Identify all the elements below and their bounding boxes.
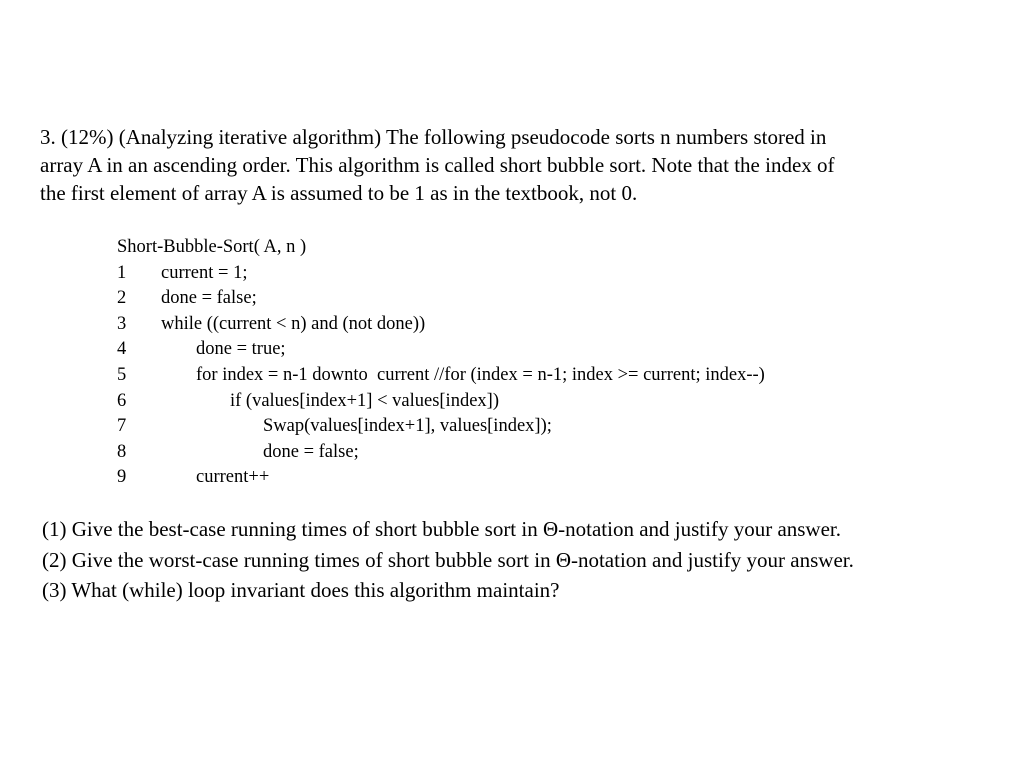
question-2: (2) Give the worst-case running times of short bubble sort in Θ-notation and justify your answer.	[42, 548, 854, 572]
code-line	[117, 414, 552, 440]
pseudocode-block	[117, 235, 765, 491]
code-line	[117, 286, 306, 312]
line-number: 7	[117, 416, 127, 437]
code-text: current = 1;	[161, 262, 248, 283]
problem-line: array A in an ascending order. This algorithm is called short bubble sort. Note that the index of	[40, 153, 835, 177]
code-text: current++	[196, 467, 270, 488]
line-number: 1	[117, 262, 127, 283]
code-line	[117, 363, 765, 389]
code-text: done = true;	[196, 339, 286, 360]
code-text: Swap(values[index+1], values[index]);	[263, 416, 552, 437]
code-text: done = false;	[263, 441, 359, 462]
line-number: 6	[117, 390, 127, 411]
line-number: 5	[117, 364, 127, 385]
code-text: done = false;	[161, 288, 257, 309]
code-text: while ((current < n) and (not done))	[161, 313, 426, 334]
problem-line: 3. (12%) (Analyzing iterative algorithm) The following pseudocode sorts n numbers stored in	[40, 125, 827, 149]
question-1: (1) Give the best-case running times of short bubble sort in Θ-notation and justify your answer.	[42, 517, 842, 541]
line-number: 3	[117, 313, 127, 334]
code-line	[117, 389, 499, 415]
code-line	[117, 337, 306, 363]
code-line	[117, 261, 306, 287]
code-line	[117, 465, 306, 491]
line-number: 2	[117, 288, 127, 309]
code-line	[117, 312, 426, 338]
problem-line: the first element of array A is assumed to be 1 as in the textbook, not 0.	[40, 181, 638, 205]
code-text: for index = n-1 downto current //for (index = n-1; index >= current; index--)	[196, 364, 765, 385]
question-3: (3) What (while) loop invariant does this algorithm maintain?	[42, 578, 560, 602]
code-header: Short-Bubble-Sort( A, n )	[117, 237, 307, 257]
line-number: 8	[117, 441, 127, 462]
code-line	[117, 440, 359, 466]
line-number: 4	[117, 339, 127, 360]
line-number: 9	[117, 467, 127, 488]
code-text: if (values[index+1] < values[index])	[230, 390, 499, 411]
